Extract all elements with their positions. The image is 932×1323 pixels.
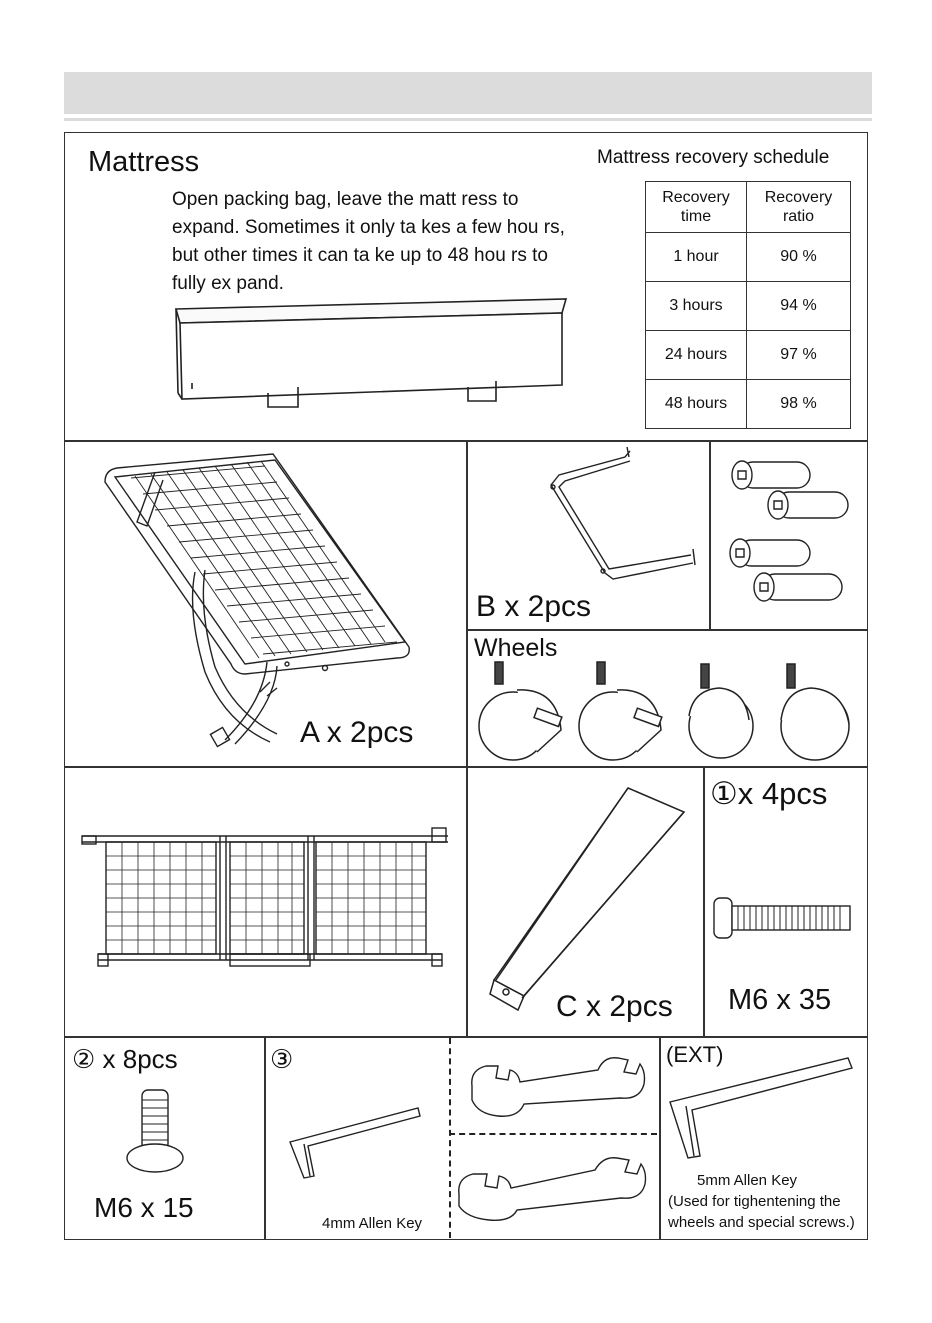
header-rule (64, 118, 872, 121)
grid-line (659, 1036, 661, 1240)
recovery-time-cell: 24 hours (646, 331, 747, 380)
screw-1-size: M6 x 35 (728, 984, 832, 1016)
grid-line (466, 440, 468, 1036)
ext-label: (EXT) (666, 1042, 724, 1067)
part-c-illustration (488, 784, 693, 1014)
allen-5mm-label: 5mm Allen Key (697, 1172, 798, 1189)
recovery-ratio-cell: 97 % (747, 331, 851, 380)
recovery-ratio-cell: 90 % (747, 233, 851, 282)
grid-line (703, 766, 705, 1036)
screw-1-label: ①x 4pcs (710, 776, 828, 811)
mattress-description: Open packing bag, leave the matt ress to expand. Sometimes it only ta kes a few hou rs, but other times it can ta ke up to 48 hou rs to fully ex pand. (172, 189, 565, 294)
part-a-label: A x 2pcs (300, 716, 414, 749)
grid-line (64, 766, 868, 768)
frame-a-illustration (95, 452, 465, 752)
mattress-title: Mattress (88, 146, 200, 178)
allen-5mm-note-line-2: wheels and special screws.) (668, 1214, 855, 1231)
allen-key-5mm-icon (666, 1054, 856, 1164)
schedule-title: Mattress recovery schedule (597, 147, 830, 168)
wrench-icon (468, 1056, 648, 1122)
screw-2-size: M6 x 15 (94, 1192, 194, 1223)
allen-5mm-note-line-1: (Used for tighentening the (668, 1193, 841, 1210)
part-b-label: B x 2pcs (476, 590, 592, 623)
grid-line (64, 1036, 868, 1038)
grid-line (264, 1036, 266, 1240)
allen-key-4mm-icon (288, 1104, 423, 1184)
recovery-table (645, 181, 851, 429)
screw-m6x35-icon (712, 892, 857, 944)
recovery-time-cell: 3 hours (646, 282, 747, 331)
wheels-label: Wheels (474, 634, 558, 662)
table-row (646, 380, 851, 429)
dashed-divider (449, 1133, 657, 1135)
screw-2-label: ② x 8pcs (72, 1044, 178, 1074)
allen-4mm-label: 4mm Allen Key (322, 1215, 423, 1232)
recovery-ratio-cell: 98 % (747, 380, 851, 429)
table-row (646, 233, 851, 282)
grid-line (709, 440, 711, 629)
recovery-ratio-cell: 94 % (747, 282, 851, 331)
table-header-row (646, 182, 851, 233)
recovery-time-cell: 1 hour (646, 233, 747, 282)
header-recovery-ratio: Recovery ratio (747, 182, 851, 233)
dashed-divider (449, 1038, 451, 1238)
header-recovery-time: Recovery time (646, 182, 747, 233)
special-bolts-illustration (720, 448, 860, 618)
wheels-illustration (475, 660, 865, 765)
part-b-illustration (545, 445, 705, 590)
grid-line (466, 629, 868, 631)
table-row (646, 282, 851, 331)
recovery-time-cell: 48 hours (646, 380, 747, 429)
header-bar (64, 72, 872, 114)
part-c-label: C x 2pcs (556, 990, 673, 1023)
wrench-icon (455, 1154, 650, 1224)
screw-m6x15-icon (124, 1086, 186, 1178)
mattress-illustration (170, 295, 570, 420)
tool-3-label: ③ (270, 1044, 294, 1074)
table-row (646, 331, 851, 380)
headboard-illustration (80, 826, 450, 974)
